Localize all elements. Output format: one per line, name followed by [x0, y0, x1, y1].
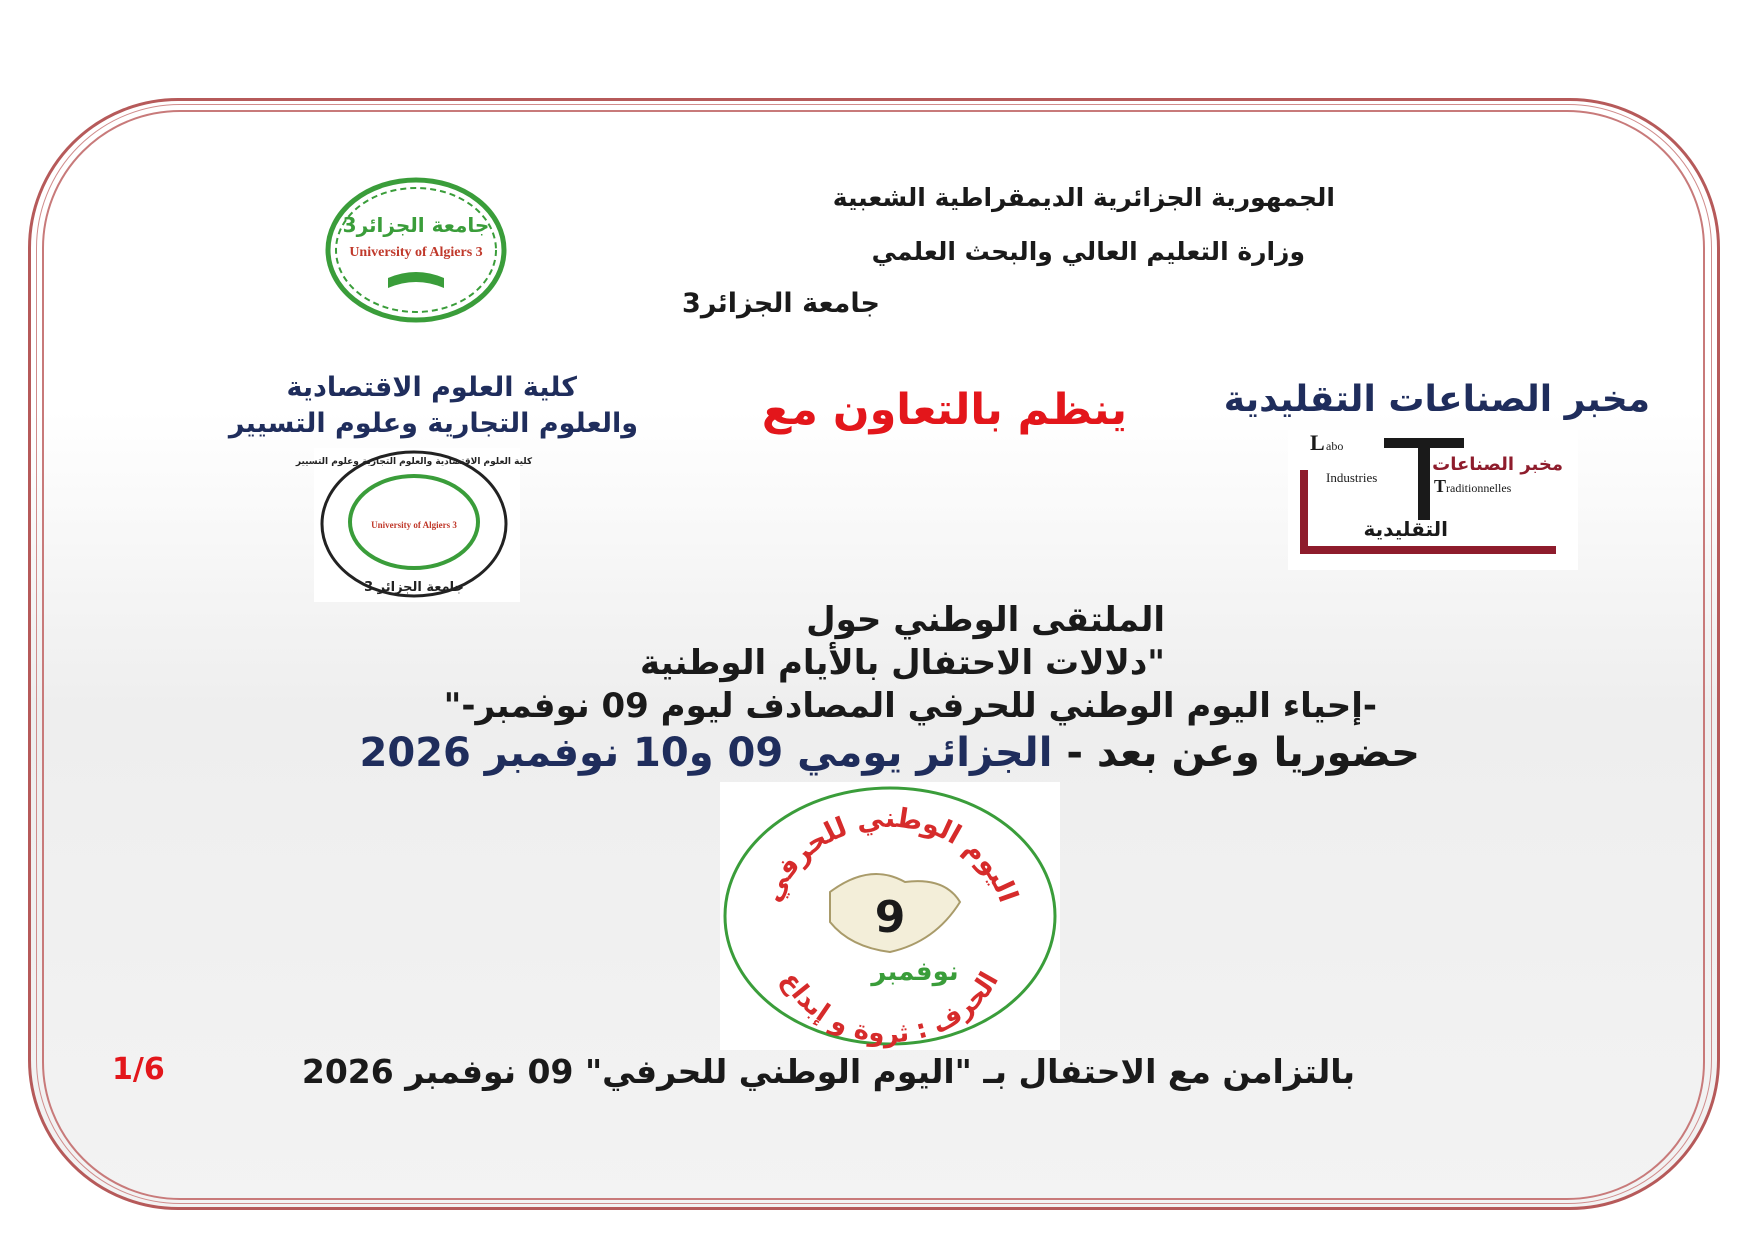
lab-logo-labo: abo	[1326, 439, 1344, 453]
event-line2: "دلالات الاحتفال بالأيام الوطنية	[639, 643, 1165, 683]
craft-logo-bottom: الحرف : ثروة و إبداع	[774, 966, 1005, 1050]
lab-logo-industries: Industries	[1326, 470, 1378, 485]
event-line3: -إحياء اليوم الوطني للحرفي المصادف ليوم 09 نوفمبر-"	[443, 686, 1377, 726]
faculty-logo-bottom: جامعة الجزائر 3	[364, 580, 464, 595]
faculty-logo	[295, 448, 533, 602]
faculty-logo-ring-text: كلية العلوم الاقتصادية والعلوم التجارية وعلوم التسيير	[295, 457, 533, 467]
faculty-line1: كلية العلوم الاقتصادية	[286, 372, 577, 403]
event-mode: حضوريا وعن بعد -	[1052, 730, 1420, 776]
lab-logo-arabic-bottom: التقليدية	[1363, 517, 1448, 541]
event-line1: الملتقى الوطني حول	[806, 600, 1165, 640]
university-logo-latin: University of Algiers 3	[349, 245, 483, 260]
university-logo-arabic: جامعة الجزائر3	[342, 213, 490, 237]
cooperation-text: ينظم بالتعاون مع	[761, 385, 1127, 435]
faculty-logo-latin: University of Algiers 3	[371, 520, 457, 530]
craft-day-logo	[720, 782, 1060, 1050]
event-date-line	[360, 730, 1420, 776]
lab-logo	[1288, 430, 1578, 570]
university-logo	[318, 170, 514, 328]
page-number: 1/6	[112, 1052, 165, 1087]
craft-logo-month: نوفمبر	[871, 957, 959, 987]
book-icon	[388, 272, 444, 288]
lab-logo-traditionnelles: raditionnelles	[1446, 481, 1512, 495]
ministry-heading: وزارة التعليم العالي والبحث العلمي	[871, 237, 1305, 266]
footer-note: بالتزامن مع الاحتفال بـ "اليوم الوطني للحرفي" 09 نوفمبر 2026	[301, 1052, 1355, 1091]
craft-logo-number: 9	[874, 892, 906, 943]
university-name: جامعة الجزائر3	[682, 288, 880, 319]
lab-name: مخبر الصناعات التقليدية	[1223, 379, 1650, 420]
faculty-line2: والعلوم التجارية وعلوم التسيير	[228, 408, 638, 439]
svg-text:T: T	[1434, 476, 1447, 496]
republic-heading: الجمهورية الجزائرية الديمقراطية الشعبية	[832, 183, 1335, 212]
lab-logo-arabic-top: مخبر الصناعات	[1432, 454, 1563, 475]
event-place-date: الجزائر يومي 09 و10 نوفمبر 2026	[359, 730, 1053, 776]
craft-logo-top: اليوم الوطني للحرفي	[756, 802, 1024, 907]
svg-text:L: L	[1310, 430, 1325, 455]
